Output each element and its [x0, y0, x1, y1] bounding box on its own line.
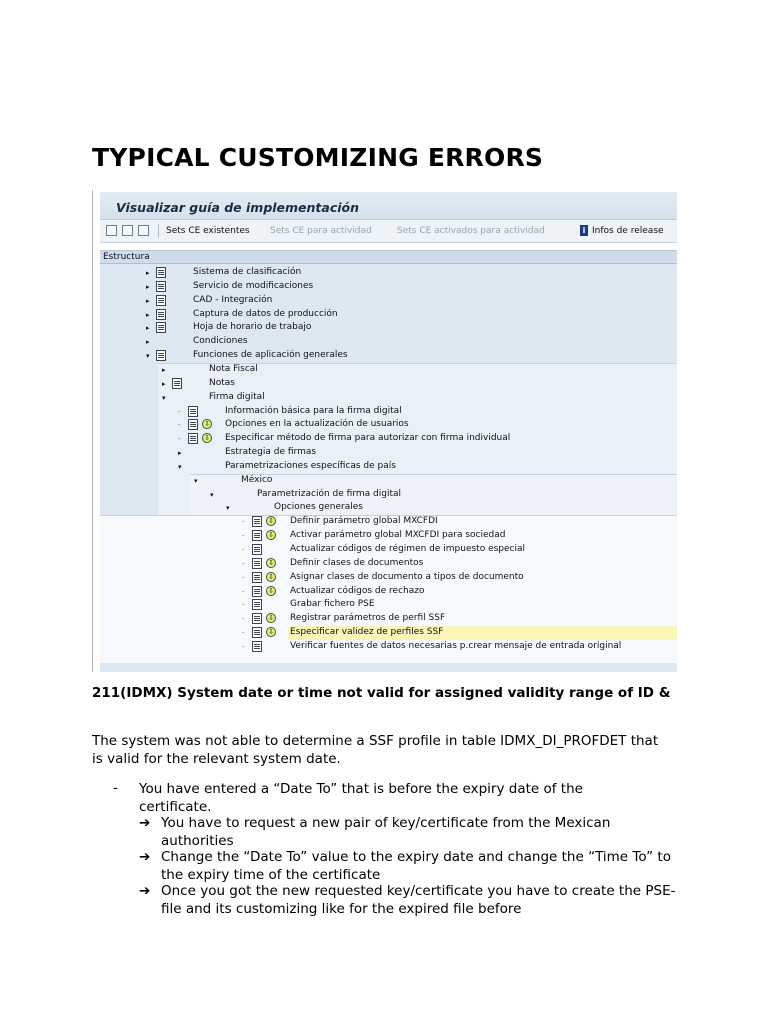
- implementation-guide-tree: [100, 250, 677, 672]
- execute-activity-icon[interactable]: ⇩: [266, 627, 276, 637]
- expand-icon[interactable]: ▸: [146, 324, 150, 333]
- solution-text: Once you got the new requested key/certificate you have to create the PSE-file and its customizing like for the expired file before: [161, 883, 676, 917]
- leaf-dot-icon: ·: [242, 559, 245, 568]
- tree-node[interactable]: [100, 294, 677, 308]
- sets-ce-actividad-button[interactable]: Sets CE para actividad: [270, 226, 372, 236]
- documentation-icon[interactable]: [172, 378, 182, 389]
- execute-activity-icon[interactable]: ⇩: [266, 530, 276, 540]
- leaf-dot-icon: ·: [242, 546, 245, 554]
- error-heading: 211(IDMX) System date or time not valid for assigned validity range of ID &: [92, 685, 671, 701]
- tree-node[interactable]: [100, 321, 677, 335]
- expand-icon[interactable]: ▸: [178, 449, 182, 458]
- tree-node[interactable]: [100, 280, 677, 294]
- tree-node-label: Captura de datos de producción: [193, 308, 338, 319]
- expand-icon[interactable]: ▸: [146, 310, 150, 319]
- tree-node[interactable]: [100, 391, 677, 405]
- tree-node[interactable]: [100, 446, 677, 460]
- sap-screen-title: Visualizar guía de implementación: [116, 200, 360, 215]
- tree-node[interactable]: [100, 432, 677, 446]
- leaf-dot-icon: ·: [242, 615, 245, 624]
- execute-activity-icon[interactable]: ⇩: [266, 586, 276, 596]
- tree-node[interactable]: [100, 529, 677, 543]
- leaf-dot-icon: ·: [178, 421, 181, 430]
- arrow-icon: ➔: [139, 883, 151, 899]
- tree-node-label: Opciones generales: [274, 502, 363, 513]
- tree-node-label: Parametrización de firma digital: [257, 488, 401, 499]
- tree-node-label: Definir parámetro global MXCFDI: [290, 516, 438, 527]
- execute-activity-icon[interactable]: ⇩: [266, 572, 276, 582]
- solution-text: You have to request a new pair of key/certificate from the Mexican authorities: [161, 815, 611, 849]
- expand-icon[interactable]: ▸: [162, 365, 166, 374]
- info-icon: i: [580, 225, 588, 236]
- tree-node-label: CAD - Integración: [193, 294, 273, 305]
- tree-node[interactable]: [100, 515, 677, 529]
- documentation-icon[interactable]: [252, 586, 262, 597]
- frame-border: [92, 190, 93, 672]
- expand-icon[interactable]: ▸: [146, 269, 150, 277]
- collapse-icon[interactable]: ▾: [210, 490, 214, 499]
- documentation-icon[interactable]: [252, 516, 262, 527]
- tree-node-label: Especificar método de firma para autorizar con firma individual: [225, 433, 511, 444]
- tree-node[interactable]: [100, 363, 677, 377]
- leaf-dot-icon: ·: [242, 532, 245, 541]
- sap-title-bar: [100, 192, 677, 220]
- leaf-dot-icon: ·: [242, 642, 245, 651]
- documentation-icon[interactable]: [252, 530, 262, 541]
- tree-node[interactable]: [100, 612, 677, 626]
- documentation-icon[interactable]: [252, 544, 262, 555]
- leaf-dot-icon: ·: [242, 601, 245, 610]
- tree-node[interactable]: [100, 460, 677, 474]
- documentation-icon[interactable]: [156, 322, 166, 333]
- tree-node-label: Opciones en la actualización de usuarios: [225, 419, 409, 430]
- documentation-icon[interactable]: [252, 641, 262, 652]
- tree-node[interactable]: [100, 626, 677, 640]
- tree-node[interactable]: [100, 377, 677, 391]
- documentation-icon[interactable]: [188, 433, 198, 444]
- documentation-icon[interactable]: [156, 295, 166, 306]
- sets-ce-activados-button[interactable]: Sets CE activados para actividad: [397, 226, 545, 236]
- sap-screenshot: [92, 190, 677, 672]
- leaf-dot-icon: ·: [178, 407, 181, 416]
- tree-node[interactable]: [100, 488, 677, 502]
- documentation-icon[interactable]: [252, 613, 262, 624]
- sap-toolbar: [100, 220, 677, 243]
- tree-node[interactable]: [100, 418, 677, 432]
- documentation-icon[interactable]: [252, 627, 262, 638]
- execute-activity-icon[interactable]: ⇩: [202, 419, 212, 429]
- tree-node-label: Activar parámetro global MXCFDI para sociedad: [290, 530, 506, 541]
- documentation-icon[interactable]: [252, 558, 262, 569]
- arrow-icon: ➔: [139, 849, 151, 865]
- leaf-dot-icon: ·: [242, 573, 245, 582]
- documentation-icon[interactable]: [156, 267, 166, 278]
- tree-node-label: México: [241, 474, 273, 485]
- tree-header: [100, 251, 677, 264]
- tree-node-label: Grabar fichero PSE: [290, 599, 375, 610]
- tree-node-label: Nota Fiscal: [209, 363, 258, 374]
- expand-icon[interactable]: ▸: [162, 379, 166, 388]
- collapse-icon[interactable]: ▾: [162, 393, 166, 402]
- tree-node-label: Servicio de modificaciones: [193, 280, 314, 291]
- tree-node-label: Firma digital: [209, 391, 265, 402]
- copy-icon[interactable]: [138, 225, 149, 236]
- documentation-icon[interactable]: [156, 350, 166, 361]
- tree-header-label: Estructura: [103, 252, 150, 262]
- tree-node[interactable]: [100, 405, 677, 419]
- collapse-icon[interactable]: ▾: [226, 504, 230, 513]
- expand-icon[interactable]: ▸: [146, 338, 150, 347]
- save-icon[interactable]: [122, 225, 133, 236]
- tree-node-label: Especificar validez de perfiles SSF: [290, 627, 444, 638]
- expand-icon[interactable]: ▸: [146, 296, 150, 305]
- tree-node[interactable]: [100, 557, 677, 571]
- tree-node[interactable]: [100, 474, 677, 488]
- documentation-icon[interactable]: [252, 599, 262, 610]
- tree-node-label: Actualizar códigos de régimen de impuesto especial: [290, 544, 526, 554]
- tree-node-label: Definir clases de documentos: [290, 557, 424, 568]
- leaf-dot-icon: ·: [178, 435, 181, 444]
- tree-node-label: Condiciones: [193, 336, 248, 347]
- tree-node[interactable]: [100, 640, 677, 654]
- tree-node[interactable]: [100, 308, 677, 322]
- documentation-icon[interactable]: [156, 309, 166, 320]
- tree-node[interactable]: [100, 266, 677, 280]
- infos-release-button[interactable]: Infos de release: [592, 226, 664, 236]
- tree-node[interactable]: [100, 349, 677, 363]
- page-title: TYPICAL CUSTOMIZING ERRORS: [92, 143, 544, 172]
- tree-node-label: Hoja de horario de trabajo: [193, 322, 312, 333]
- expand-icon[interactable]: [106, 225, 117, 236]
- documentation-icon[interactable]: [188, 406, 198, 417]
- collapse-icon[interactable]: ▾: [194, 476, 198, 485]
- tree-node-label: Actualizar códigos de rechazo: [290, 585, 425, 596]
- expand-icon[interactable]: ▸: [146, 282, 150, 291]
- documentation-icon[interactable]: [188, 419, 198, 430]
- execute-activity-icon[interactable]: ⇩: [202, 433, 212, 443]
- collapse-icon[interactable]: ▾: [178, 462, 182, 471]
- tree-node-label: Parametrizaciones específicas de país: [225, 460, 396, 471]
- leaf-dot-icon: ·: [242, 587, 245, 596]
- solution-text: Change the “Date To” value to the expiry date and change the “Time To” to the expiry time of the certificate: [161, 849, 671, 883]
- documentation-icon[interactable]: [252, 572, 262, 583]
- tree-node-label: Información básica para la firma digital: [225, 405, 402, 416]
- bullet-marker: -: [113, 780, 118, 796]
- arrow-icon: ➔: [139, 815, 151, 831]
- tree-node[interactable]: [100, 501, 677, 515]
- leaf-dot-icon: ·: [242, 518, 245, 527]
- error-explanation: The system was not able to determine a SSF profile in table IDMX_DI_PROFDET that is valid for the relevant system date.: [92, 733, 659, 767]
- tree-node[interactable]: [100, 335, 677, 349]
- tree-node-label: Funciones de aplicación generales: [193, 350, 348, 361]
- tree-node-label: Estrategia de firmas: [225, 447, 317, 458]
- tree-node-label: Asignar clases de documento a tipos de documento: [290, 571, 524, 582]
- bullet-text: You have entered a “Date To” that is before the expiry date of the certificate.: [139, 781, 583, 815]
- tree-node-label: Registrar parámetros de perfil SSF: [290, 613, 446, 624]
- leaf-dot-icon: ·: [242, 629, 245, 638]
- tree-node-label: Sistema de clasificación: [193, 267, 302, 277]
- tree-node-label: Verificar fuentes de datos necesarias p.crear mensaje de entrada original: [290, 640, 622, 651]
- execute-activity-icon[interactable]: ⇩: [266, 516, 276, 526]
- tree-node[interactable]: [100, 571, 677, 585]
- tree-node[interactable]: [100, 598, 677, 612]
- tree-node[interactable]: [100, 585, 677, 599]
- collapse-icon[interactable]: ▾: [146, 352, 150, 361]
- tree-node[interactable]: [100, 543, 677, 557]
- toolbar-separator: [158, 224, 159, 238]
- tree-node-label: Notas: [209, 377, 235, 388]
- sets-ce-existentes-button[interactable]: Sets CE existentes: [166, 226, 250, 236]
- documentation-icon[interactable]: [156, 281, 166, 292]
- execute-activity-icon[interactable]: ⇩: [266, 558, 276, 568]
- execute-activity-icon[interactable]: ⇩: [266, 613, 276, 623]
